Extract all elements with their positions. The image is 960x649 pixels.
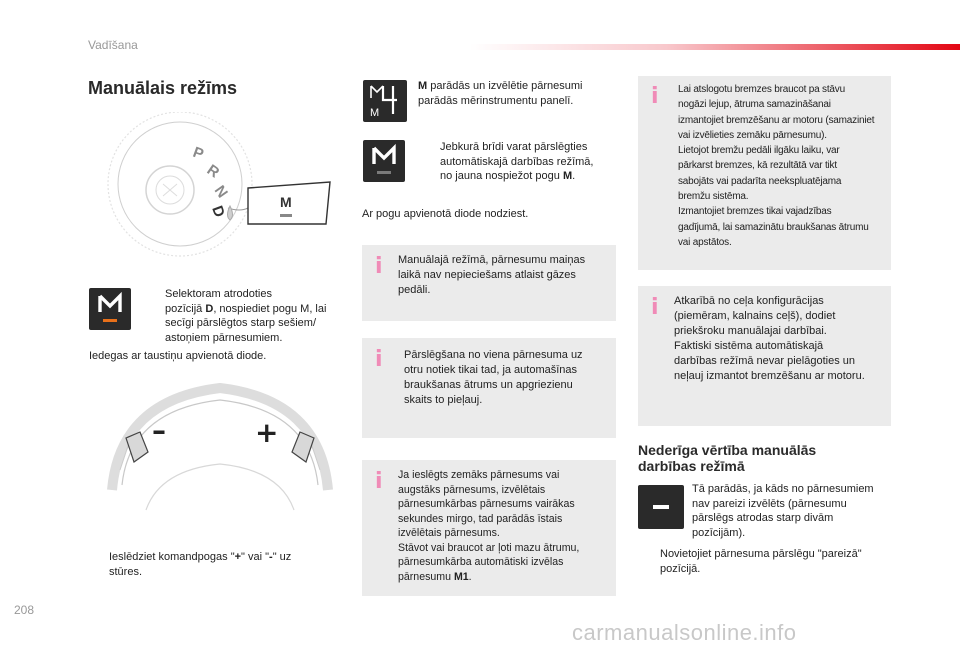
gear-display-icon [363,80,407,122]
step-return-auto: Jebkurā brīdi varat pārslēgties automātiskajā darbības režīmā, no jauna nospiežot pogu M. [440,141,594,182]
diode-note: Iedegas ar taustiņu apvienotā diode. [89,350,267,362]
page-number: 208 [14,603,35,617]
gear-letter-d: D [208,203,228,220]
diode-off-text: Ar pogu apvienotā diode nodziest. [362,208,529,220]
paddle-minus-label: – [152,414,166,447]
page-title: Manuālais režīms [88,78,238,98]
info-icon: i [651,84,659,109]
section-title-invalid-value: Nederīga vērtība manuālās darbības režīmā [638,442,817,474]
info-icon: i [375,254,383,279]
invalid-gear-icon [638,485,684,529]
m-button-led-off-icon [363,140,405,182]
m-button-label: M [280,194,292,210]
header-accent-bar [470,44,960,50]
section-header: Vadīšana [88,38,138,52]
info-note-gas-pedal: i Manuālajā režīmā, pārnesumu maiņas laikā nav nepieciešams atlaist gāzes pedāli. [362,245,616,321]
watermark: carmanualsonline.info [572,620,797,645]
info-icon: i [651,295,659,320]
invalid-gear-text: Tā parādās, ja kāds no pārnesumiem nav pareizi izvēlēts (pārnesumu pārslēgs atrodas starp divām pozīcijām). [692,483,874,539]
svg-text:M: M [370,107,380,119]
info-icon: i [375,347,383,372]
gear-letter-n: N [210,182,231,202]
m-display-text: M parādās un izvēlētie pārnesumi parādās mērinstrumentu panelī. [418,80,583,107]
info-note-engine-braking: i Lai atslogotu bremzes braucot pa stāvu nogāzi lejup, ātruma samazināšanai izmantojiet bremzēšanu ar motoru (samaziniet vai izvēlieties zemāku pārnesumu). Lietojot bremžu pedāli ilgāku laiku, var pārkarst bremzes, kā rezultātā var tikt sabojāts vai padarīta neekspluatējama bremžu sistēma. Izmantojiet bremzes tikai vajadzības gadījumā, lai samazinātu braukšanas ātrumu vai apstātos. [638,76,891,270]
info-note-road-config: i Atkarībā no ceļa konfigurācijas (piemēram, kalnains ceļš), dodiet priekšroku manuālajai darbībai. Faktiski sistēma automātiskajā darbības režīmā nevar pielāgoties un neļauj izmantot bremzēšanu ar motoru. [638,286,891,426]
info-note-shift-conditions: i Pārslēgšana no viena pārnesuma uz otru notiek tikai tad, ja automašīnas braukšanas ātrums un apgriezienu skaits to pieļauj. [362,338,616,438]
step-use-paddles: Ieslēdziet komandpogas "+" vai "-" uz stūres. [109,551,292,578]
step-select-manual: Selektoram atrodoties pozīcijā D, nospiediet pogu M, lai secīgi pārslēgtos starp sešiem/ astoņiem pārnesumiem. [165,288,327,344]
m-button-led-on-icon [89,288,131,330]
step-move-selector: Novietojiet pārnesuma pārslēgu "pareizā" pozīcijā. [660,548,862,575]
info-note-gear-blink: i Ja ieslēgts zemāks pārnesums vai augstāks pārnesums, izvēlētais pārnesumkārbas pārnesums vairākas sekundes mirgo, tad parādās īstais izvēlētais pārnesums. Stāvot vai braucot ar ļoti mazu ātrumu, pārnesumkārba automātiski izvēlas pārnesumu M1. [362,460,616,596]
gear-selector-illustration [100,112,340,272]
gear-letter-p: P [190,143,206,164]
gear-letter-r: R [203,161,223,182]
info-icon: i [375,469,383,494]
paddle-plus-label: + [255,416,279,449]
steering-wheel-illustration [100,370,340,530]
